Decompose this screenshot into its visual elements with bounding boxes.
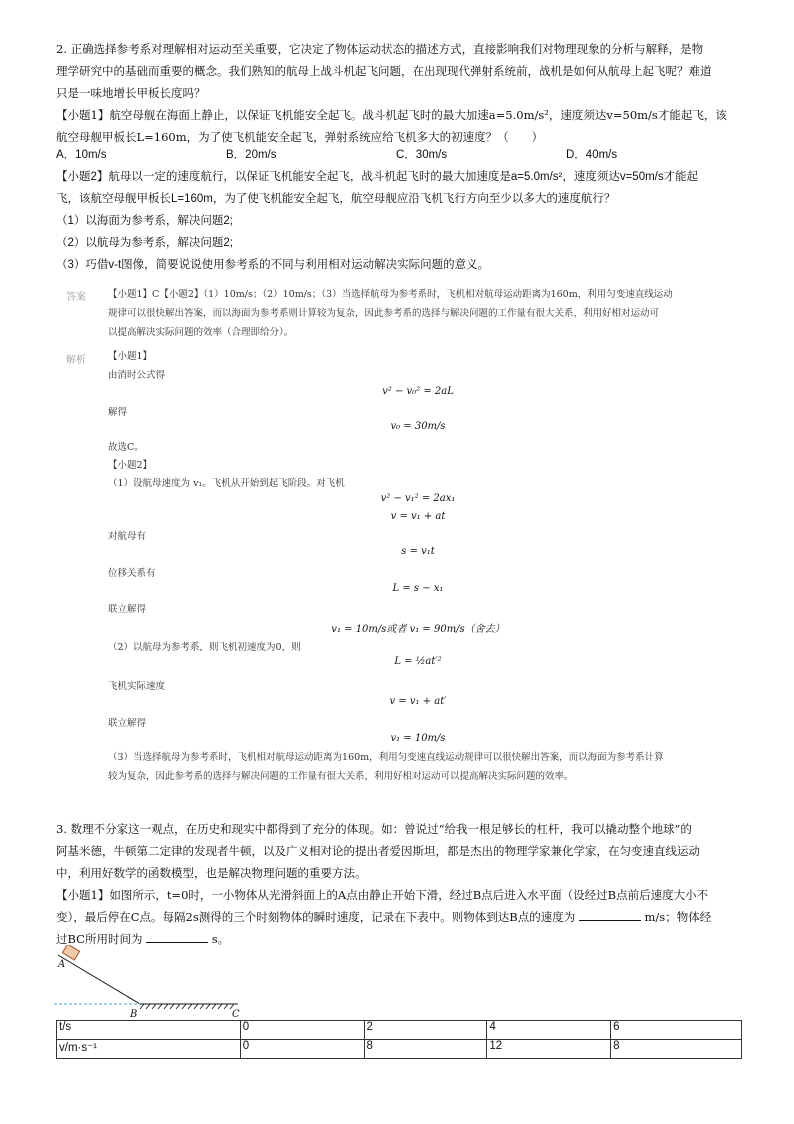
table-cell: 6 [611,1021,742,1040]
q2-intro-line-1: 2. 正确选择参考系对理解相对运动至关重要，它决定了物体运动状态的描述方式，直接影响我们对物理现象的分析与解释，是物 [56,42,704,56]
q2-sub1-line-2: 航空母舰甲板长L=160m，为了使飞机能安全起飞，弹射系统应给飞机多大的初速度？（ ） [56,130,544,144]
analysis-text: 对航母有 [108,531,147,542]
q3-sub1-line-2 [56,906,742,928]
q2-sub2-line-2: 飞，该航空母舰甲板长L=160m，为了使飞机能安全起飞，航空母舰应沿飞机飞行方向至少以多大的速度航行？ [56,193,616,205]
point-c-label: C [232,1009,240,1020]
point-b-label: B [130,1009,138,1020]
q2-part-1: （1）以海面为参考系，解决问题2; [56,215,233,227]
analysis-text: 联立解得 [108,718,147,729]
table-cell: 2 [364,1021,487,1040]
point-a-label: A [58,959,66,970]
answer-text [108,285,728,342]
table-row [57,1021,742,1040]
q3-sub1-line-1: 【小题1】如图所示，t=0时，一小物体从光滑斜面上的A点由静止开始下滑，经过B点后进入水平面（设经过B点前后速度大小不 [56,888,709,902]
q3-unit-2: s。 [211,932,230,946]
analysis-sub2-heading: 【小题2】 [108,460,153,471]
equation: v² − v₁² = 2ax₁ [380,493,456,504]
table-cell: 8 [364,1040,487,1059]
analysis-sub1-heading: 【小题1】 [108,351,153,362]
analysis-text: 飞机实际速度 [108,681,166,692]
analysis-text: 由消时公式得 [108,370,166,381]
equation: v = v₁ + at [390,511,446,522]
q3-sub1-text: 变），最后停在C点。每隔2s测得的三个时刻物体的瞬时速度，记录在下表中。则物体到达B点的速度为 [56,910,576,924]
table-header-time: t/s [57,1021,241,1040]
analysis-label: 解析 [66,355,86,366]
analysis-text: 联立解得 [108,604,147,615]
question-3 [56,818,742,950]
table-cell: 8 [611,1040,742,1059]
table-cell: 0 [240,1040,364,1059]
table-cell: 4 [487,1021,611,1040]
analysis-text: （2）以航母为参考系，则飞机初速度为0，则 [108,642,301,653]
answer-label: 答案 [66,292,86,303]
q2-intro-line-2: 理学研究中的基础而重要的概念。我们熟知的航母上战斗机起飞问题，在出现现代弹射系统前，战机是如何从航母上起飞呢？难道 [56,64,712,78]
incline-line [58,955,140,1004]
question-2 [56,38,742,148]
answer-blank-2[interactable] [146,930,208,943]
analysis-text: 故选C。 [108,442,144,453]
table-row [57,1040,742,1059]
equation: L = ½at′² [394,656,442,667]
answer-blank-1[interactable] [579,908,641,921]
q2-options [56,144,742,166]
q2-sub2 [56,166,742,276]
option-a[interactable]: A．10m/s [56,149,107,161]
table-cell: 12 [487,1040,611,1059]
sliding-block [62,945,79,960]
equation: v = v₁ + at′ [389,696,447,707]
table-header-velocity: v/m·s⁻¹ [57,1040,241,1059]
q2-part-3: （3）巧借v-t图像，简要说说使用参考系的不同与利用相对运动解决实际问题的意义。 [56,259,490,271]
incline-figure [50,945,270,1020]
q3-intro-line-2: 阿基米德，牛顿第二定律的发现者牛顿，以及广义相对论的提出者爱因斯坦，都是杰出的物理学家兼化学家，在匀变速直线运动 [56,844,700,858]
table-cell: 0 [240,1021,364,1040]
analysis-text: 位移关系有 [108,568,156,579]
option-d[interactable]: D．40m/s [566,149,618,161]
q3-intro-line-1: 3. 数理不分家这一观点，在历史和现实中都得到了充分的体现。如：曾说过“给我一根足够长的杠杆，我可以撬动整个地球”的 [56,822,692,836]
q2-sub1-line-1: 【小题1】航空母舰在海面上静止，以保证飞机能安全起飞。战斗机起飞时的最大加速a=5.0m/s²，速度须达v=50m/s才能起飞，该 [56,108,727,122]
equation: L = s − x₁ [392,583,444,594]
option-b[interactable]: B．20m/s [226,149,277,161]
analysis-text: （1）设航母速度为 v₁。飞机从开始到起飞阶段。对飞机 [108,478,345,489]
analysis-conclusion-line-2: 较为复杂，因此参考系的选择与解决问题的工作量有很大关系，利用好相对运动可以提高解决实际问题的效率。 [108,771,574,782]
q2-sub2-line-1: 【小题2】航母以一定的速度航行，以保证飞机能安全起飞，战斗机起飞时的最大加速度是a=5.0m/s²，速度须达v=50m/s才能起 [56,171,699,183]
option-c[interactable]: C．30m/s [396,149,448,161]
q3-sub1-text-2: 过BC所用时间为 [56,932,143,946]
analysis-text: 解得 [108,407,128,418]
q3-unit-1: m/s；物体经 [644,910,712,924]
velocity-table [56,1020,742,1059]
answer-line-2: 规律可以很快解出答案，而以海面为参考系则计算较为复杂，因此参考系的选择与解决问题的工作量有很大关系，利用好相对运动可 [108,308,660,319]
q2-intro-line-3: 只是一味地增长甲板长度吗？ [56,86,206,100]
answer-line-1: 【小题1】C【小题2】（1）10m/s；（2）10m/s；（3）当选择航母为参考系时，飞机相对航母运动距离为160m，利用匀变速直线运动 [108,289,673,300]
q3-intro-line-3: 中，利用好数学的函数模型，也是解决物理问题的重要方法。 [56,866,367,880]
ground-hatching [140,1004,234,1009]
answer-line-3: 以提高解决实际问题的效率（合理即给分）。 [108,327,294,338]
equation: v₁ = 10m/s或者 v₁ = 90m/s（舍去） [331,624,505,635]
equation: v₁ = 10m/s [390,733,446,744]
equation: s = v₁t [401,546,435,557]
equation: v² − v₀² = 2aL [382,386,454,397]
q2-part-2: （2）以航母为参考系，解决问题2; [56,237,233,249]
equation: v₀ = 30m/s [390,421,446,432]
analysis-conclusion-line-1: （3）当选择航母为参考系时，飞机相对航母运动距离为160m，利用匀变速直线运动规律可以很快解出答案，而以海面为参考系计算 [108,752,664,763]
analysis-conclusion [108,748,728,786]
